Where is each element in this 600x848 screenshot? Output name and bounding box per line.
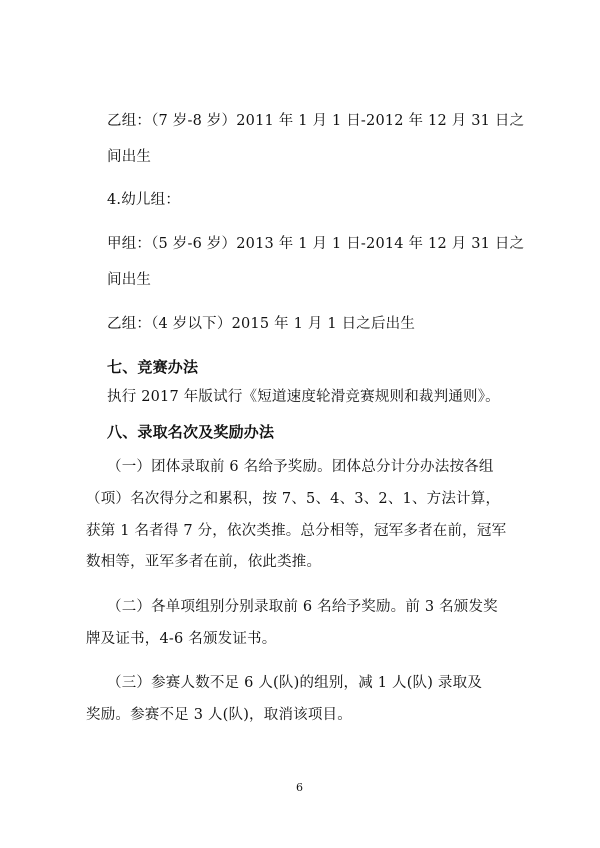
text-line-group-b-under-4: 乙组：（4 岁以下）2015 年 1 月 1 日之后出生: [107, 316, 416, 332]
text-line-insufficient-entries-1: （三）参赛人数不足 6 人(队)的组别，减 1 人(队) 录取及: [107, 675, 483, 691]
text-line-team-awards-2: （项）名次得分之和累积，按 7、5、4、3、2、1、方法计算，: [86, 491, 501, 507]
text-line-born-between-2: 间出生: [107, 272, 152, 288]
text-line-team-awards-4: 数相等，亚军多者在前，依此类推。: [86, 554, 322, 570]
text-line-born-between-1: 间出生: [107, 149, 152, 165]
page-number: 6: [296, 781, 303, 794]
text-line-team-awards-3: 获第 1 名者得 7 分，依次类推。总分相等，冠军多者在前，冠军: [86, 523, 507, 539]
text-line-group-b-age-7-8: 乙组：（7 岁-8 岁）2011 年 1 月 1 日-2012 年 12 月 31 日之: [107, 113, 525, 129]
section-heading-ranking-awards: 八、录取名次及奖励办法: [107, 423, 275, 441]
text-line-individual-awards-1: （二）各单项组别分别录取前 6 名给予奖励。前 3 名颁发奖: [107, 599, 498, 615]
text-line-team-awards-1: （一）团体录取前 6 名给予奖励。团体总分计分办法按各组: [107, 459, 494, 475]
text-line-individual-awards-2: 牌及证书，4-6 名颁发证书。: [86, 631, 277, 647]
text-line-group-a-age-5-6: 甲组：（5 岁-6 岁）2013 年 1 月 1 日-2014 年 12 月 31 日之: [107, 236, 525, 252]
text-line-insufficient-entries-2: 奖励。参赛不足 3 人(队)，取消该项目。: [86, 707, 352, 723]
text-line-rules-reference: 执行 2017 年版试行《短道速度轮滑竞赛规则和裁判通则》。: [107, 389, 500, 405]
text-line-kindergarten-group: 4.幼儿组：: [107, 192, 181, 208]
section-heading-competition-method: 七、竞赛办法: [107, 358, 199, 376]
